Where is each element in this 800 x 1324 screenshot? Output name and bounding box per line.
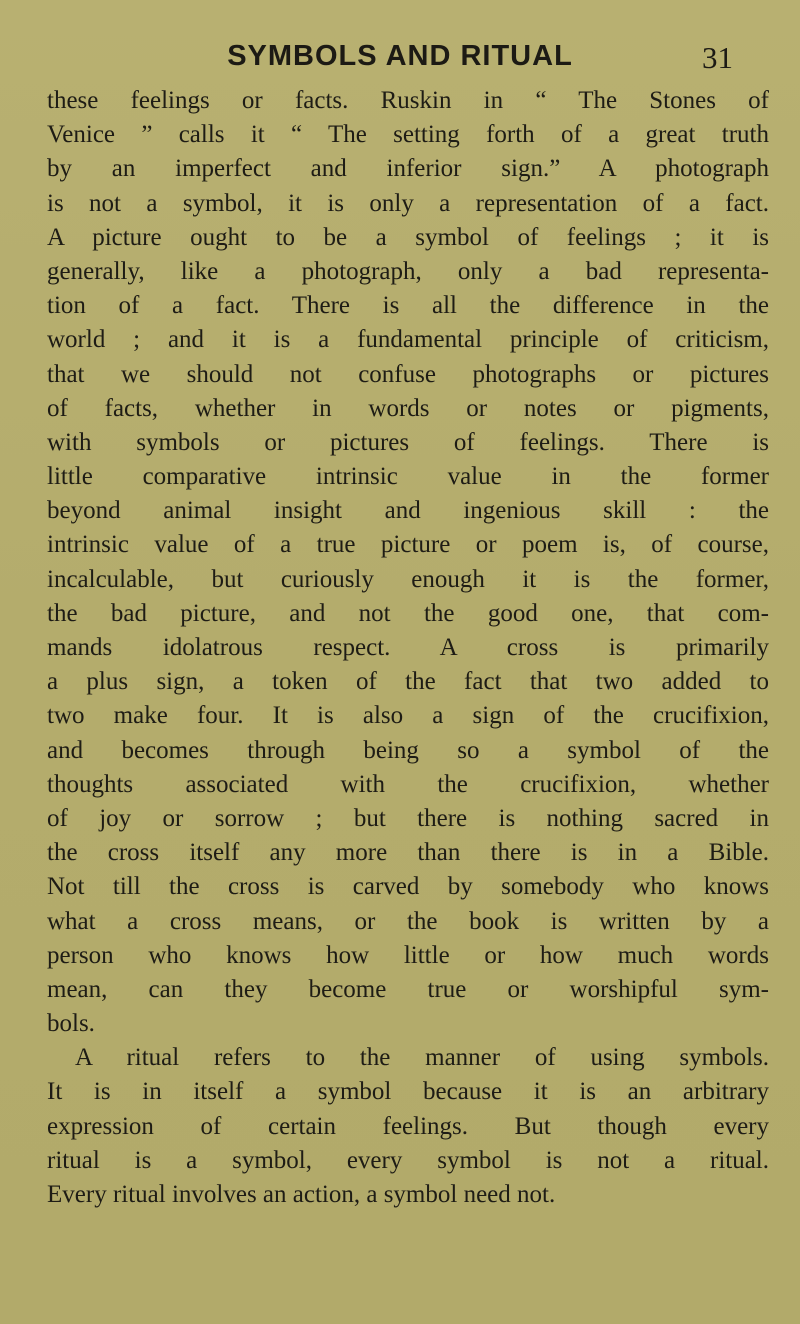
text-line: the cross itself any more than there is in a Bible. <box>47 839 769 867</box>
text-line: that we should not confuse photographs or pictures <box>47 360 769 388</box>
body-text <box>47 84 769 1212</box>
text-line: the bad picture, and not the good one, that com- <box>47 599 769 627</box>
text-line: beyond animal insight and ingenious skill : the <box>47 497 769 525</box>
text-line: generally, like a photograph, only a bad representa- <box>47 257 769 285</box>
text-line: a plus sign, a token of the fact that two added to <box>47 668 769 696</box>
paragraph <box>47 84 769 1041</box>
text-line: person who knows how little or how much words <box>47 941 769 969</box>
text-line: Venice ” calls it “ The setting forth of a great truth <box>47 121 769 149</box>
text-line: with symbols or pictures of feelings. There is <box>47 428 769 456</box>
text-line: Every ritual involves an action, a symbol need not. <box>47 1181 556 1208</box>
text-line: by an imperfect and inferior sign.” A photograph <box>47 155 769 183</box>
text-line: two make four. It is also a sign of the crucifixion, <box>47 702 769 730</box>
text-line: expression of certain feelings. But though every <box>47 1112 769 1140</box>
running-head <box>40 40 760 84</box>
page-number: 31 <box>702 40 733 75</box>
text-line: world ; and it is a fundamental principle of criticism, <box>47 326 769 354</box>
text-line: of joy or sorrow ; but there is nothing sacred in <box>47 804 769 832</box>
text-line: ritual is a symbol, every symbol is not a ritual. <box>47 1146 769 1174</box>
text-line: what a cross means, or the book is written by a <box>47 907 769 935</box>
text-line: A ritual refers to the manner of using symbols. <box>75 1044 769 1072</box>
text-line: It is in itself a symbol because it is an arbitrary <box>47 1078 769 1106</box>
text-line: bols. <box>47 1010 95 1038</box>
text-line: tion of a fact. There is all the difference in the <box>47 292 769 320</box>
text-line: mands idolatrous respect. A cross is primarily <box>47 634 769 661</box>
text-line: intrinsic value of a true picture or poem is, of course, <box>47 531 769 559</box>
text-line: and becomes through being so a symbol of the <box>47 736 769 764</box>
text-line: thoughts associated with the crucifixion, whether <box>47 770 769 798</box>
text-line: mean, can they become true or worshipful sym- <box>47 975 769 1003</box>
text-line: incalculable, but curiously enough it is the former, <box>47 565 769 593</box>
text-line: A picture ought to be a symbol of feelings ; it is <box>47 223 769 251</box>
paragraph <box>47 1041 769 1212</box>
text-line: little comparative intrinsic value in the former <box>47 463 769 491</box>
text-line: of facts, whether in words or notes or pigments, <box>47 394 769 422</box>
text-line: is not a symbol, it is only a representation of a fact. <box>47 189 769 217</box>
page-title: SYMBOLS AND RITUAL <box>227 40 573 72</box>
text-line: Not till the cross is carved by somebody who knows <box>47 873 769 901</box>
text-line: these feelings or facts. Ruskin in “ The Stones of <box>47 87 769 114</box>
